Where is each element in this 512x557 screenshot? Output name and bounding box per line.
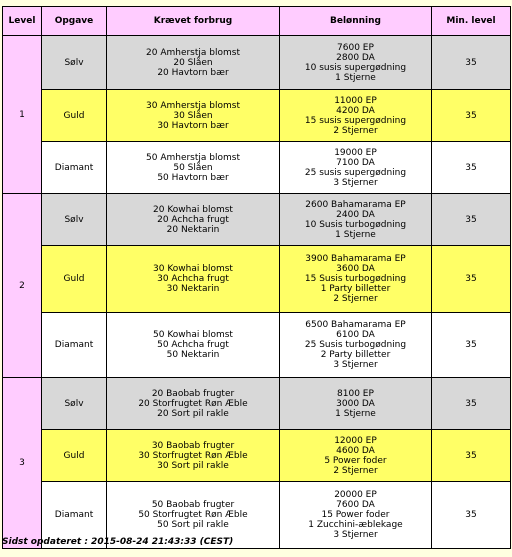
reward-item: 19000 EP [334,147,377,158]
reward-item: 11000 EP [334,95,377,106]
opgave-cell: Diamant [42,482,107,549]
reward-cell [280,142,432,194]
required-item: 20 Kowhai blomst [153,204,233,215]
quest-table [2,6,511,549]
required-item: 50 Slåen [173,162,213,173]
reward-item: 7600 DA [336,500,375,510]
required-item: 50 Achcha frugt [157,340,229,350]
reward-item: 25 susis supergødning [304,167,407,178]
reward-cell [280,430,432,482]
table-row [3,142,511,194]
table-row [3,90,511,142]
min-level-cell: 35 [432,142,511,194]
reward-cell [280,246,432,313]
reward-item: 15 Power foder [321,510,390,520]
min-level-cell: 35 [432,482,511,549]
reward-item: 3 Stjerner [333,177,378,188]
reward-item: 7100 DA [336,157,375,168]
required-item: 50 Sort pil rakle [157,520,229,530]
reward-item: 5 Power foder [324,455,387,466]
opgave-cell: Sølv [42,36,107,90]
reward-item: 1 Zucchini-æblekage [308,520,403,530]
table-row [3,378,511,430]
required-cell [107,194,280,246]
reward-item: 3 Stjerner [333,530,378,540]
required-item: 30 Kowhai blomst [153,264,233,274]
reward-item: 3600 DA [336,264,375,274]
required-item: 50 Amherstja blomst [146,152,240,163]
required-item: 20 Amherstja blomst [146,47,240,58]
level-cell: 2 [3,194,42,378]
opgave-cell: Diamant [42,142,107,194]
header-row [3,7,511,36]
required-item: 20 Havtorn bær [157,67,229,78]
reward-item: 1 Stjerne [335,408,376,419]
reward-item: 1 Stjerne [335,72,376,83]
reward-cell [280,36,432,90]
required-item: 30 Baobab frugter [151,440,235,451]
required-cell [107,246,280,313]
reward-item: 2 Stjerner [333,465,378,476]
reward-item: 20000 EP [334,490,377,500]
last-updated: Sidst opdateret : 2015-08-24 21:43:33 (CEST) [2,537,234,547]
required-item: 30 Storfrugtet Røn Æble [138,450,248,461]
required-cell [107,313,280,378]
reward-item: 2 Stjerner [333,294,378,304]
required-item: 50 Havtorn bær [157,172,229,183]
reward-item: 2600 Bahamarama EP [305,199,406,210]
reward-item: 4600 DA [336,445,375,456]
opgave-cell: Sølv [42,378,107,430]
required-item: 20 Storfrugtet Røn Æble [138,398,248,409]
header-min-level: Min. level [432,7,511,36]
reward-item: 2 Stjerner [333,125,378,136]
reward-item: 3 Stjerner [333,360,378,370]
opgave-cell: Guld [42,430,107,482]
header-reward: Belønning [280,7,432,36]
reward-item: 12000 EP [334,435,377,446]
reward-item: 3900 Bahamarama EP [305,254,406,264]
opgave-cell: Sølv [42,194,107,246]
reward-cell [280,482,432,549]
level-cell: 3 [3,378,42,549]
required-item: 30 Nektarin [166,284,220,294]
reward-item: 6500 Bahamarama EP [305,320,406,330]
reward-item: 15 Susis turbogødning [304,274,407,284]
reward-item: 25 Susis turbogødning [304,340,407,350]
header-opgave: Opgave [42,7,107,36]
min-level-cell: 35 [432,313,511,378]
reward-item: 1 Stjerne [335,229,376,240]
required-item: 20 Baobab frugter [151,388,235,399]
required-item: 50 Baobab frugter [151,500,235,510]
required-item: 50 Kowhai blomst [153,330,233,340]
required-item: 20 Sort pil rakle [157,408,229,419]
required-item: 50 Nektarin [166,350,220,360]
reward-item: 1 Party billetter [320,284,391,294]
reward-item: 8100 EP [337,388,374,399]
header-required: Krævet forbrug [107,7,280,36]
table-body [3,36,511,549]
reward-item: 2800 DA [336,52,375,63]
table-row [3,246,511,313]
required-cell [107,378,280,430]
reward-item: 15 susis supergødning [304,115,407,126]
required-item: 20 Slåen [173,57,213,68]
required-item: 30 Slåen [173,110,213,121]
reward-cell [280,313,432,378]
required-item: 20 Nektarin [166,224,220,235]
required-item: 30 Amherstja blomst [146,100,240,111]
required-cell [107,90,280,142]
required-cell [107,430,280,482]
reward-item: 2400 DA [336,209,375,220]
table-row [3,313,511,378]
min-level-cell: 35 [432,36,511,90]
reward-cell [280,194,432,246]
required-item: 30 Havtorn bær [157,120,229,131]
min-level-cell: 35 [432,194,511,246]
reward-item: 7600 EP [337,42,374,53]
required-item: 50 Storfrugtet Røn Æble [138,510,248,520]
opgave-cell: Diamant [42,313,107,378]
required-cell [107,36,280,90]
level-cell: 1 [3,36,42,194]
table-row [3,430,511,482]
required-cell [107,142,280,194]
required-item: 30 Achcha frugt [157,274,229,284]
reward-item: 6100 DA [336,330,375,340]
reward-item: 4200 DA [336,105,375,116]
opgave-cell: Guld [42,90,107,142]
header-level: Level [3,7,42,36]
required-item: 20 Achcha frugt [157,214,229,225]
min-level-cell: 35 [432,246,511,313]
table-row [3,194,511,246]
opgave-cell: Guld [42,246,107,313]
required-item: 30 Sort pil rakle [157,460,229,471]
reward-item: 3000 DA [336,398,375,409]
min-level-cell: 35 [432,90,511,142]
reward-item: 2 Party billetter [320,350,391,360]
reward-cell [280,90,432,142]
min-level-cell: 35 [432,430,511,482]
min-level-cell: 35 [432,378,511,430]
reward-cell [280,378,432,430]
table-row [3,36,511,90]
reward-item: 10 Susis turbogødning [304,219,407,230]
reward-item: 10 susis supergødning [304,62,407,73]
